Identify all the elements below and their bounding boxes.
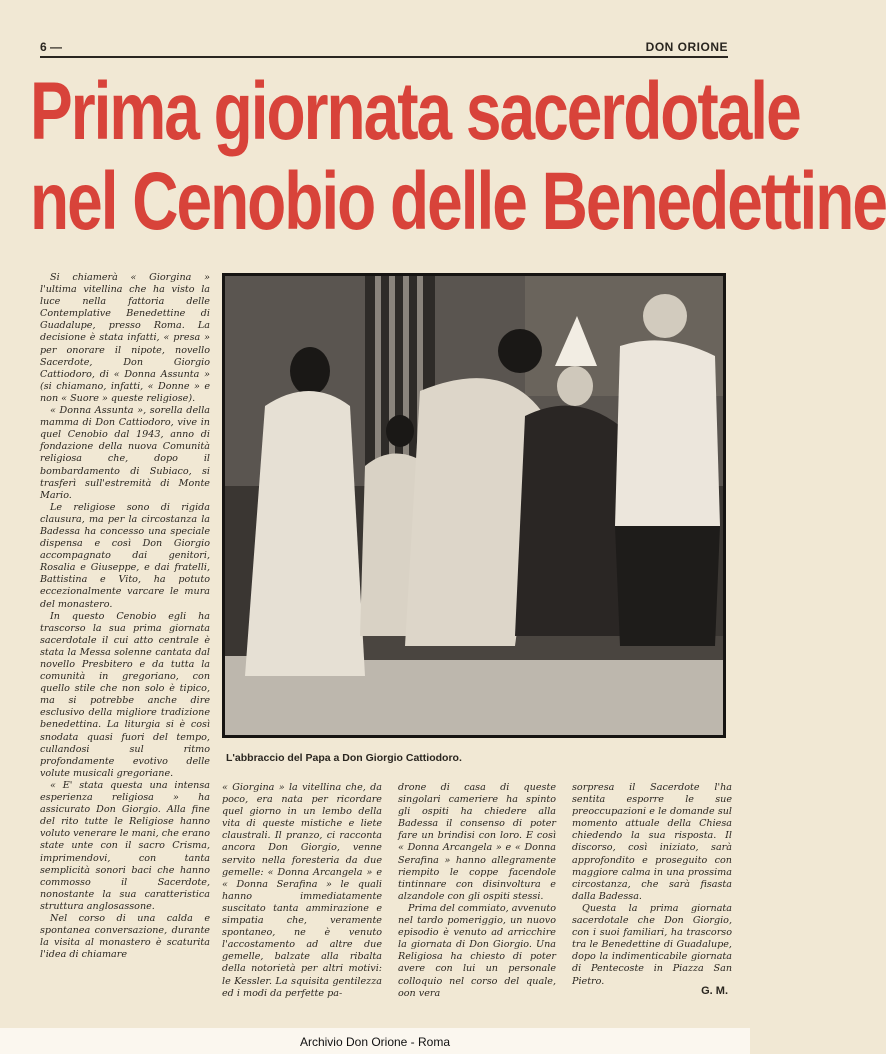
paragraph: « Donna Assunta », sorella della mamma di Don Cattiodoro, vive in quel Cenobio dal 1943, anno di fondazione della nuova Comunità religiosa che, dopo il bombardamento di Subiaco, si trasferì sull'estremità di Monte Mario. [40, 405, 210, 501]
paragraph: In questo Cenobio egli ha trascorso la sua prima giornata sacerdotale il cui atto centrale è stata la Messa solenne cantata dal novello Presbitero e da tutta la comunità in gregoriano, con quello stile che non solo è tipico, ma si potrebbe anche dire esclusivo della migliore tradizione benedettina. La liturgia si è così snodata quasi fuori del tempo, cullandosi sul ritmo profondamente evotivo delle volute musicali gregoriane. [40, 610, 210, 779]
article-column-2 [222, 782, 382, 1000]
magazine-name: DON ORIONE [645, 40, 728, 54]
page-number: 6 — [40, 40, 63, 54]
paragraph: Nel corso di una calda e spontanea conversazione, durante la visita al monastero è scaturita l'idea di chiamare [40, 912, 210, 961]
archive-credit: Archivio Don Orione - Roma [299, 1035, 451, 1049]
paragraph: Si chiamerà « Giorgina » l'ultima vitellina che ha visto la luce nella fattoria delle Contemplative Benedettine di Guadalupe, presso Roma. La decisione è stata infatti, « presa » per onorare il nipote, novello Sacerdote, Don Giorgio Cattiodoro, di « Donna Assunta » (si chiamano, infatti, « Donne » e non « Suore » queste religiose). [40, 272, 210, 404]
headline-line-1: Prima giornata sacerdotale [30, 64, 800, 158]
news-photo [222, 273, 726, 738]
headline-line-2: nel Cenobio delle Benedettine [30, 154, 886, 248]
paragraph: Prima del commiato, avvenuto nel tardo pomeriggio, un nuovo episodio è venuto ad arricchire la giornata di Don Giorgio. Una Religiosa ha chiesto di poter avere con lui un personale colloquio nel corso del quale, oon vera [398, 902, 557, 999]
paragraph: « E' stata questa una intensa esperienza religiosa » ha assicurato Don Giorgio. Alla fine del rito tutte le Religiose hanno voluto venerare le mani, che erano state unte con il sacro Crisma, imprimendovi, con tanta semplicità sonori baci che hanno commosso il Sacerdote, nonostante la sua caratteristica struttura anglosassone. [40, 779, 210, 912]
photo-illustration [225, 276, 723, 735]
article-column-1 [40, 272, 210, 961]
header-rule [40, 56, 728, 58]
article-column-3 [398, 782, 556, 1000]
author-signature: G. M. [701, 985, 728, 997]
photo-caption: L'abbraccio del Papa a Don Giorgio Cattiodoro. [226, 752, 462, 764]
paragraph: Le religiose sono di rigida clausura, ma per la circostanza la Badessa ha concesso una speciale dispensa e così Don Giorgio accompagnato dai genitori, Rosalia e Giuseppe, e dai fratelli, Battistina e Vito, ha potuto eccezionalmente varcare le mura del monastero. [40, 501, 210, 610]
paragraph: sorpresa il Sacerdote l'ha sentita esporre le sue preoccupazioni e le domande sul momento attuale della Chiesa chiedendo la sua risposta. Il discorso, così iniziato, sarà approfondito e proseguito con maggiore calma in una prossima circostanza, che sarà fisasta dalla Badessa. [572, 782, 732, 902]
article-column-4 [572, 782, 732, 988]
paragraph: « Giorgina » la vitellina che, da poco, era nata per ricordare quel giorno in un lembo della vita di queste mistiche e liete claustrali. Il pranzo, ci racconta ancora Don Giorgio, venne servito nella foresteria da due gemelle: « Donna Arcangela » e « Donna Serafina » le quali hanno immediatamente suscitato tanta ammirazione e simpatia che, veramente spontaneo, ne è venuto l'accostamento ad altre due gemelle, balzate alla ribalta della notorietà per altri motivi: le Kessler. La squisita gentilezza ed i modi da perfette pa- [222, 782, 382, 999]
paragraph: drone di casa di queste singolari cameriere ha spinto gli ospiti ha chiedere alla Badessa il consenso di poter fare un brindisi con loro. E così « Donna Arcangela » e « Donna Serafina » hanno allegramente riempito le coppe facendole tintinnare con disinvoltura e alzandole con gli ospiti stessi. [398, 782, 556, 902]
paragraph: Questa la prima giornata sacerdotale che Don Giorgio, con i suoi familiari, ha trascorso tra le Benedettine di Guadalupe, dopo la indimenticabile giornata di Pentecoste in Piazza San Pietro. [572, 902, 732, 987]
